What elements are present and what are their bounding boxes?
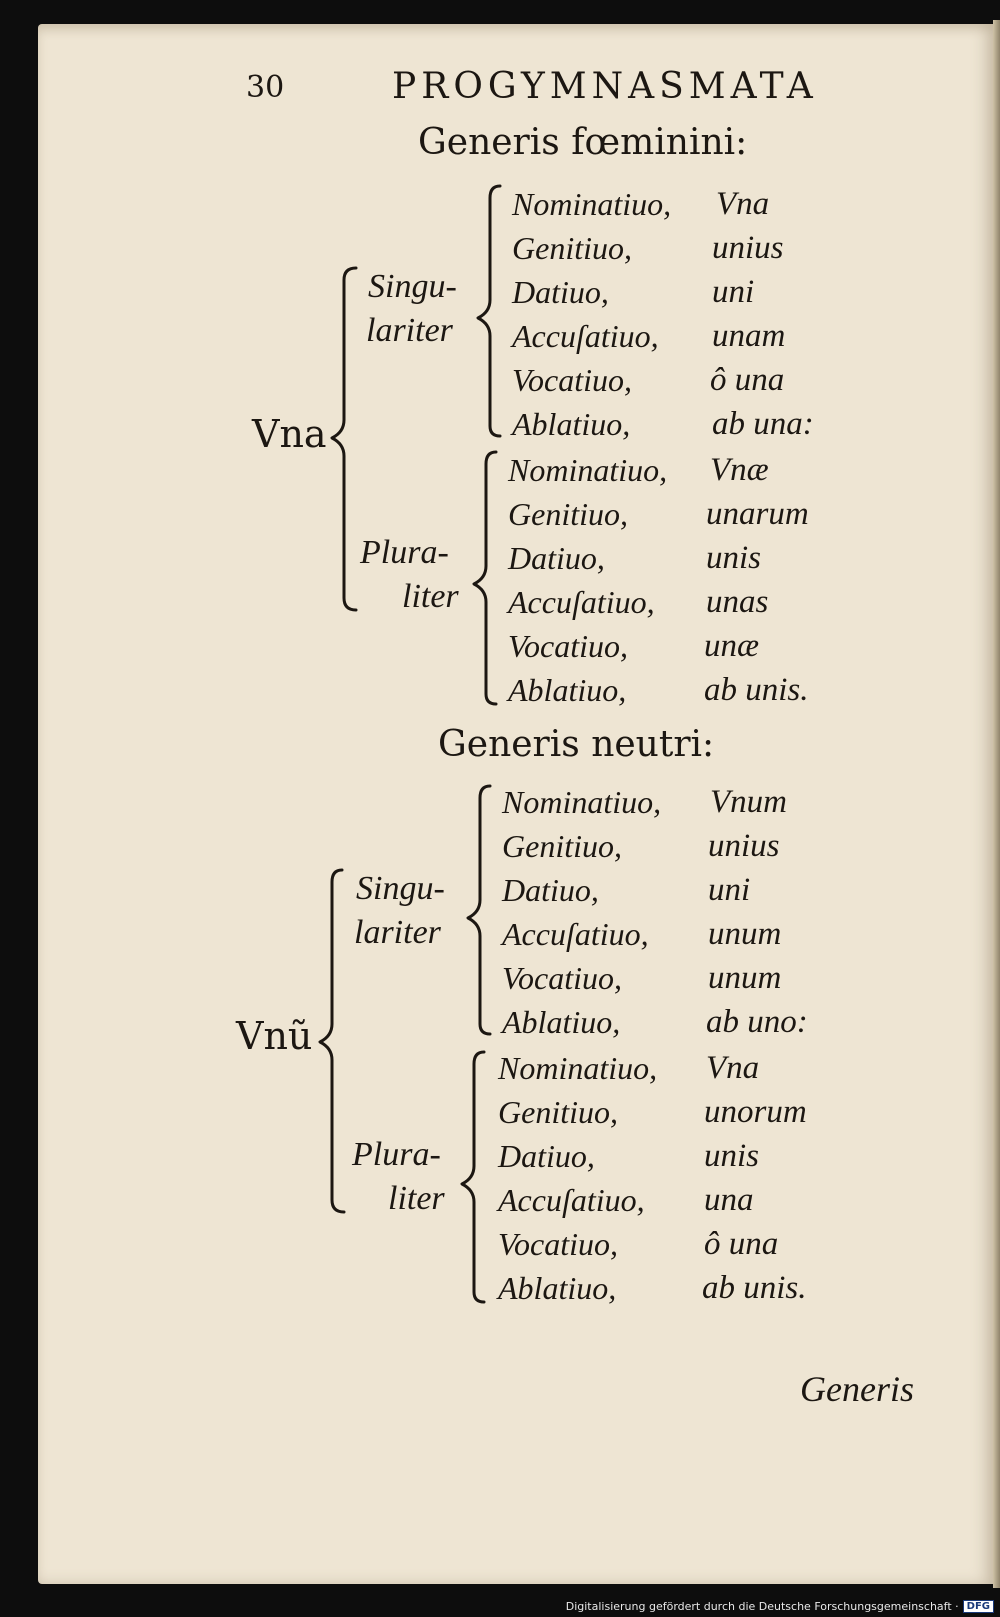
number-label: Plura- (352, 1136, 441, 1173)
brace (462, 1052, 484, 1302)
brace (332, 268, 356, 610)
credit-text: Digitalisierung gefördert durch die Deutsche Forschungsgemeinschaft · (565, 1600, 959, 1613)
catchword: Generis (800, 1369, 914, 1409)
case-label: Accuſatiuo, (502, 916, 649, 952)
declension-form: ô una (710, 362, 785, 398)
declension-form: unæ (704, 628, 760, 664)
declension-form: una (704, 1182, 754, 1218)
number-label: Plura- (360, 534, 449, 571)
declension-form: unius (708, 828, 780, 864)
case-label: Vocatiuo, (498, 1226, 618, 1262)
running-title: PROGYMNASMATA (392, 66, 818, 107)
brace (320, 870, 344, 1212)
case-label: Ablatiuo, (502, 1004, 621, 1040)
case-label: Genitiuo, (498, 1094, 618, 1130)
case-label: Nominatiuo, (512, 186, 672, 222)
page-number: 30 (246, 70, 285, 105)
declension-form: Vna (706, 1050, 760, 1086)
case-label: Genitiuo, (508, 496, 628, 532)
dfg-logo: DFG (963, 1600, 994, 1613)
case-label: Vocatiuo, (502, 960, 622, 996)
declension-form: unas (706, 584, 769, 620)
case-label: Vocatiuo, (512, 362, 632, 398)
declension-form: unis (706, 540, 762, 576)
number-label: Singu- (368, 268, 457, 305)
case-label: Nominatiuo, (498, 1050, 658, 1086)
declension-form: unius (712, 230, 784, 266)
declension-form: uni (712, 274, 755, 310)
case-label: Accuſatiuo, (512, 318, 659, 354)
case-label: Datiuo, (508, 540, 605, 576)
declension-form: ab una: (712, 406, 814, 442)
section-title: Generis fœminini: (418, 122, 748, 163)
number-label: lariter (366, 312, 453, 349)
number-label: Singu- (356, 870, 445, 907)
case-label: Vocatiuo, (508, 628, 628, 664)
number-label: lariter (354, 914, 441, 951)
case-label: Genitiuo, (512, 230, 632, 266)
case-label: Ablatiuo, (508, 672, 627, 708)
declension-form: unum (708, 916, 782, 952)
declension-form: Vnum (710, 784, 787, 820)
case-label: Accuſatiuo, (498, 1182, 645, 1218)
case-label: Accuſatiuo, (508, 584, 655, 620)
number-label: liter (402, 578, 459, 615)
case-label: Genitiuo, (502, 828, 622, 864)
declension-form: uni (708, 872, 751, 908)
declension-form: ab unis. (702, 1270, 807, 1306)
paradigm-word: Vnũ (236, 1014, 313, 1058)
declension-form: unarum (706, 496, 809, 532)
number-label: liter (388, 1180, 445, 1217)
case-label: Ablatiuo, (512, 406, 631, 442)
declension-form: unis (704, 1138, 760, 1174)
digitization-credit (566, 1600, 994, 1613)
paradigm-word: Vna (252, 412, 327, 456)
case-label: Nominatiuo, (508, 452, 668, 488)
declension-form: ab uno: (706, 1004, 808, 1040)
brace (474, 452, 496, 704)
case-label: Nominatiuo, (502, 784, 662, 820)
declension-form: Vna (716, 186, 770, 222)
brace (478, 186, 500, 436)
brace (468, 786, 490, 1034)
case-label: Datiuo, (502, 872, 599, 908)
declension-form: unam (712, 318, 786, 354)
declension-form: Vnæ (710, 452, 769, 488)
declension-form: unum (708, 960, 782, 996)
declension-form: unorum (704, 1094, 807, 1130)
case-label: Ablatiuo, (498, 1270, 617, 1306)
declension-form: ô una (704, 1226, 779, 1262)
case-label: Datiuo, (512, 274, 609, 310)
declension-form: ab unis. (704, 672, 809, 708)
section-title: Generis neutri: (438, 724, 715, 765)
case-label: Datiuo, (498, 1138, 595, 1174)
